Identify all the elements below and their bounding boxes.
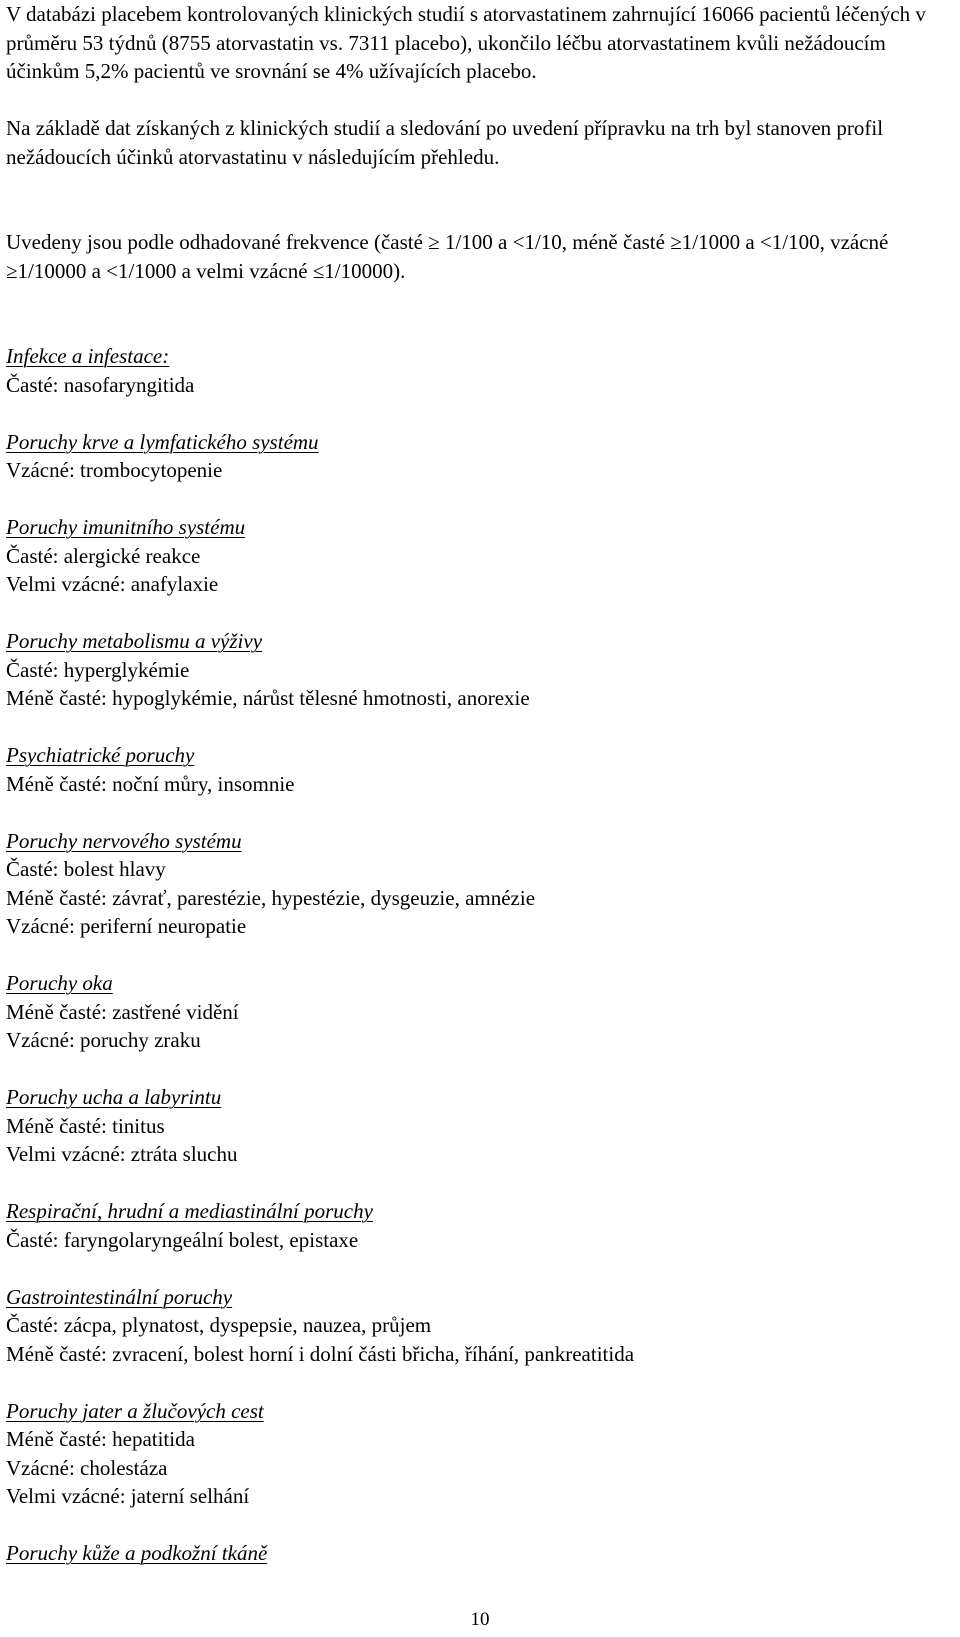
frequency-line: Vzácné: cholestáza (6, 1455, 168, 1480)
section-title: Infekce a infestace: (6, 344, 170, 368)
section (6, 342, 956, 399)
section (6, 1397, 956, 1511)
frequency-line: Časté: faryngolaryngeální bolest, epistaxe (6, 1227, 359, 1252)
frequency-line: Méně časté: tinitus (6, 1113, 165, 1138)
frequency-line: Méně časté: zvracení, bolest horní i dolní části břicha, říhání, pankreatitida (6, 1341, 635, 1366)
frequency-line: Velmi vzácné: jaterní selhání (6, 1484, 250, 1508)
section (6, 741, 956, 798)
section (6, 1539, 956, 1568)
section-title: Psychiatrické poruchy (6, 743, 195, 767)
section-title: Poruchy krve a lymfatického systému (6, 429, 319, 454)
section (6, 827, 956, 941)
section-title: Respirační, hrudní a mediastinální poruchy (6, 1199, 373, 1223)
section (6, 969, 956, 1055)
section-title: Gastrointestinální poruchy (6, 1284, 233, 1309)
section-title: Poruchy oka (6, 971, 113, 995)
frequency-line: Velmi vzácné: anafylaxie (6, 572, 219, 596)
section (6, 1283, 956, 1369)
frequency-line: Vzácné: trombocytopenie (6, 458, 223, 482)
intro-paragraph: V databázi placebem kontrolovaných klinických studií s atorvastatinem zahrnující 16066 pacientů léčených v průměru 53 týdnů (8755 atorvastatin vs. 7311 placebo), ukončilo léčbu atorvastatinem kvůli nežádoucím účinkům 5,2% pacientů ve srovnání se 4% užívajících placebo. (6, 2, 926, 83)
intro-paragraph: Na základě dat získaných z klinických studií a sledování po uvedení přípravku na trh byl stanoven profil nežádoucích účinků atorvastatinu v následujícím přehledu. (6, 116, 884, 169)
section (6, 1197, 956, 1254)
adverse-effects-list (6, 342, 956, 1596)
frequency-line: Méně časté: hepatitida (6, 1427, 195, 1451)
frequency-line: Vzácné: periferní neuropatie (6, 914, 247, 938)
section (6, 627, 956, 713)
frequency-line: Časté: nasofaryngitida (6, 372, 195, 397)
page-number: 10 (470, 1609, 490, 1630)
frequency-line: Méně časté: zastřené vidění (6, 999, 239, 1024)
frequency-line: Vzácné: poruchy zraku (6, 1028, 201, 1052)
section (6, 428, 956, 485)
frequency-line: Méně časté: hypoglykémie, nárůst tělesné hmotnosti, anorexie (6, 686, 530, 710)
frequency-line: Méně časté: noční můry, insomnie (6, 771, 295, 796)
intro-paragraph: Uvedeny jsou podle odhadované frekvence (časté ≥ 1/100 a <1/10, méně časté ≥1/1000 a <1/100, vzácné ≥1/10000 a <1/1000 a velmi vzácné ≤1/10000). (6, 230, 889, 283)
section-title: Poruchy imunitního systému (6, 515, 246, 539)
frequency-line: Časté: bolest hlavy (6, 857, 166, 881)
section (6, 1083, 956, 1169)
section-title: Poruchy jater a žlučových cest (6, 1398, 264, 1423)
frequency-line: Časté: hyperglykémie (6, 657, 190, 682)
section (6, 513, 956, 599)
section-title: Poruchy ucha a labyrintu (6, 1085, 222, 1109)
frequency-line: Velmi vzácné: ztráta sluchu (6, 1142, 238, 1166)
frequency-line: Časté: alergické reakce (6, 543, 201, 568)
section-title: Poruchy nervového systému (6, 828, 242, 853)
frequency-line: Časté: zácpa, plynatost, dyspepsie, nauzea, průjem (6, 1313, 432, 1337)
frequency-line: Méně časté: závrať, parestézie, hypestézie, dysgeuzie, amnézie (6, 885, 536, 910)
section-title: Poruchy kůže a podkožní tkáně (6, 1541, 268, 1565)
section-title: Poruchy metabolismu a výživy (6, 629, 263, 653)
